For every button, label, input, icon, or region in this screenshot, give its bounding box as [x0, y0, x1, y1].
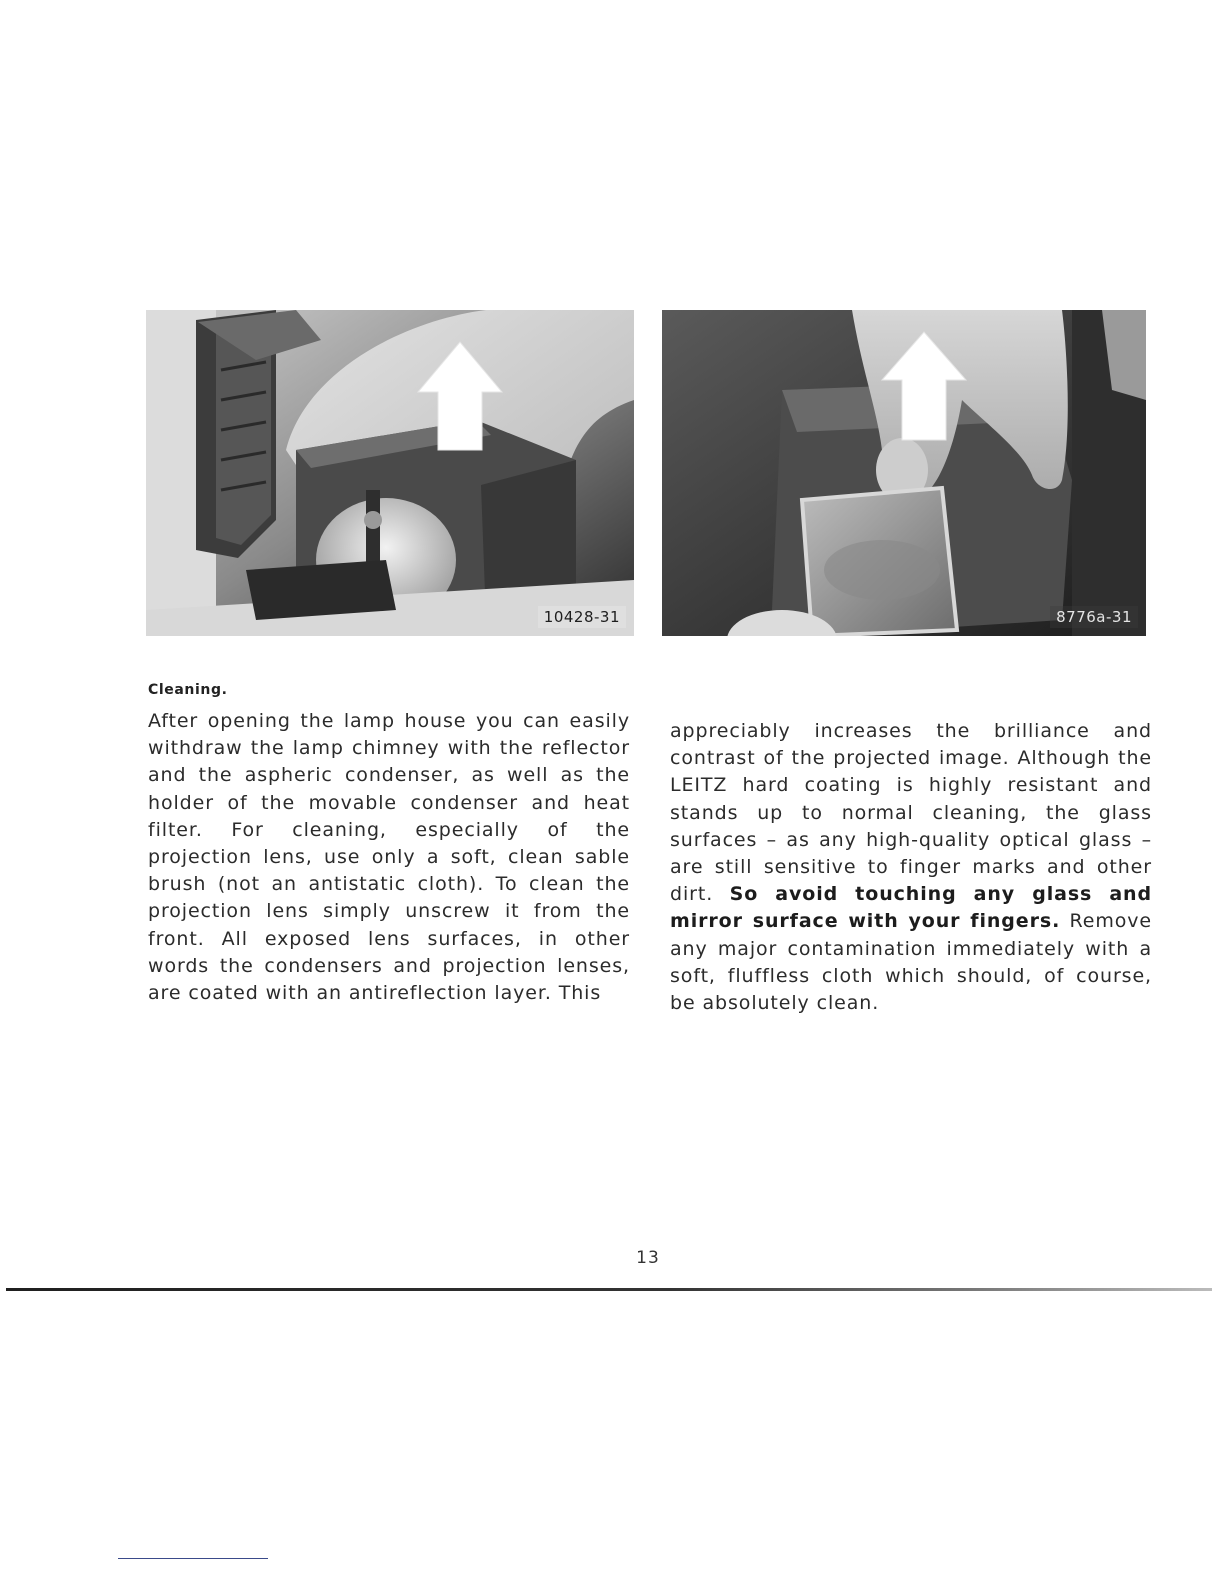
photo-condenser-holder-image [662, 310, 1146, 636]
figure-code: 8776a-31 [1050, 606, 1138, 628]
body-text-right-part1: appreciably increases the brilliance and contrast of the projected image. Although the LEITZ hard coating is highly resistant and stands up to normal cleaning, the glass surfaces – as any high-quality optical glass – are still sensitive to finger marks and other dirt. [670, 720, 1152, 906]
body-text-right-part2: Remove any major contamination immediately with a soft, fluffless cloth which should, of course, be absolutely clean. [670, 910, 1152, 1015]
photo-condenser-holder [662, 310, 1146, 636]
section-heading: Cleaning. [148, 682, 228, 698]
photo-lamp-chimney [146, 310, 634, 636]
body-text-left: After opening the lamp house you can easily withdraw the lamp chimney with the reflector and the aspheric condenser, as well as the holder of the movable condenser and heat filter. For cleaning, especially of the projection lens, use only a soft, clean sable brush (not an antistatic cloth). To clean the projection lens simply unscrew it from the front. All exposed lens surfaces, in other words the condensers and projection lenses, are coated with an antireflection layer. This [148, 710, 630, 1005]
page-number: 13 [636, 1248, 660, 1268]
bottom-rule [6, 1288, 1212, 1291]
body-text-right [670, 718, 1152, 1017]
figure-code: 10428-31 [538, 606, 626, 628]
photo-lamp-chimney-image [146, 310, 634, 636]
footnote-rule [118, 1558, 268, 1559]
warning-bold-text: So avoid touching any glass and mirror surface with your fingers. [670, 883, 1152, 933]
